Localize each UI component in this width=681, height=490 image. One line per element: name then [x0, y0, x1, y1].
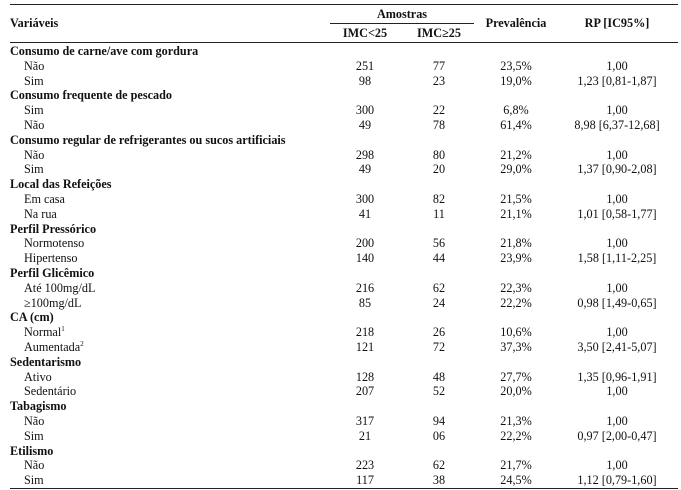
group-title: Sedentarismo	[10, 354, 82, 369]
header-rp: RP [IC95%]	[584, 16, 650, 30]
cell-imc-ge25: 26	[432, 325, 446, 340]
cell-rp: 1,00	[606, 236, 628, 251]
cell-imc-lt25: 317	[355, 414, 375, 428]
row-label-text: Até 100mg/dL	[24, 280, 96, 295]
cell-rp: 1,00	[606, 147, 628, 162]
table-bottom-rule	[10, 488, 678, 489]
cell-prevalencia: 10,6%	[500, 325, 532, 340]
row-label-text: Sim	[24, 162, 44, 177]
row-label	[24, 59, 44, 74]
cell-rp: 1,00	[606, 58, 628, 73]
group-title: CA (cm)	[10, 310, 54, 325]
cell-prevalencia: 23,9%	[500, 251, 532, 266]
row-label	[24, 414, 44, 429]
row-label	[24, 236, 84, 251]
row-label	[24, 370, 52, 385]
cell-prevalencia: 21,8%	[500, 236, 532, 251]
row-label-text: Não	[24, 58, 45, 73]
cell-prevalencia: 29,0%	[500, 162, 532, 177]
cell-imc-lt25: 207	[355, 384, 375, 399]
footnote-marker: 2	[80, 340, 84, 348]
cell-prevalencia: 22,3%	[500, 280, 532, 295]
cell-imc-lt25: 21	[358, 428, 372, 443]
cell-prevalencia: 20,0%	[500, 384, 532, 399]
group-title: Etilismo	[10, 443, 54, 458]
cell-prevalencia: 6,8%	[503, 103, 529, 118]
row-label	[24, 384, 76, 399]
cell-imc-ge25: 20	[432, 162, 446, 177]
row-label	[24, 192, 65, 207]
row-label-text: Normal	[24, 325, 62, 340]
footnote-marker: 1	[61, 325, 65, 334]
cell-prevalencia: 19,0%	[500, 73, 532, 88]
cell-imc-lt25: 41	[358, 206, 372, 221]
cell-imc-ge25: 24	[432, 295, 446, 310]
header-variaveis: Variáveis	[10, 16, 59, 30]
cell-imc-lt25: 121	[355, 340, 375, 354]
cell-rp: 1,00	[606, 384, 628, 399]
cell-imc-lt25: 300	[355, 192, 375, 206]
group-title: Tabagismo	[10, 399, 67, 414]
header-imc-lt25: IMC<25	[342, 26, 388, 40]
cell-imc-ge25: 82	[432, 192, 446, 206]
cell-rp: 1,00	[606, 280, 628, 295]
row-label-text: ≥100mg/dL	[24, 295, 82, 310]
cell-prevalencia: 21,2%	[500, 147, 532, 162]
group-title: Perfil Glicêmico	[10, 266, 95, 280]
cell-rp: 8,98 [6,37-12,68]	[574, 118, 660, 132]
cell-imc-ge25: 44	[432, 251, 446, 266]
row-label	[24, 429, 44, 444]
group-title: Perfil Pressórico	[10, 221, 97, 236]
cell-rp: 1,12 [0,79-1,60]	[577, 473, 657, 488]
cell-rp: 1,00	[606, 325, 628, 340]
cell-imc-ge25: 22	[432, 103, 446, 118]
cell-rp: 1,37 [0,90-2,08]	[577, 162, 657, 177]
cell-prevalencia: 23,5%	[500, 58, 532, 73]
row-label-text: Aumentada	[24, 340, 81, 354]
table-top-rule	[10, 4, 678, 5]
cell-rp: 1,00	[606, 414, 628, 428]
cell-imc-ge25: 06	[432, 428, 446, 443]
cell-rp: 1,00	[606, 192, 628, 206]
cell-imc-ge25: 78	[432, 118, 446, 132]
cell-rp: 1,00	[606, 458, 628, 473]
cell-imc-ge25: 11	[433, 206, 445, 221]
row-label	[24, 473, 44, 488]
row-label-text: Hipertenso	[24, 251, 78, 266]
cell-rp: 1,00	[606, 103, 628, 118]
cell-imc-lt25: 251	[355, 58, 375, 73]
row-label-text: Não	[24, 118, 45, 132]
cell-imc-ge25: 48	[432, 369, 446, 384]
cell-prevalencia: 27,7%	[500, 369, 532, 384]
cell-imc-ge25: 62	[432, 280, 446, 295]
row-label	[24, 251, 77, 266]
cell-rp: 1,35 [0,96-1,91]	[577, 369, 657, 384]
row-label-text: Sim	[24, 473, 44, 488]
row-label-text: Em casa	[24, 192, 65, 206]
cell-rp: 0,97 [2,00-0,47]	[577, 428, 657, 443]
row-label	[24, 74, 44, 89]
cell-prevalencia: 22,2%	[500, 428, 532, 443]
cell-rp: 1,58 [1,11-2,25]	[577, 251, 657, 266]
row-label-text: Ativo	[24, 369, 52, 384]
cell-imc-lt25: 200	[355, 236, 375, 251]
cell-prevalencia: 21,1%	[500, 206, 532, 221]
cell-imc-lt25: 218	[355, 325, 375, 340]
cell-imc-lt25: 298	[355, 147, 375, 162]
cell-imc-ge25: 56	[432, 236, 446, 251]
row-label	[24, 118, 44, 133]
group-title: Consumo regular de refrigerantes ou sucos artificiais	[10, 132, 286, 147]
header-imc-ge25: IMC≥25	[417, 26, 461, 40]
amostras-rule	[330, 23, 474, 24]
cell-prevalencia: 22,2%	[500, 295, 532, 310]
cell-rp: 0,98 [1,49-0,65]	[577, 295, 657, 310]
row-label	[24, 103, 44, 118]
row-label	[24, 207, 57, 222]
cell-rp: 1,23 [0,81-1,87]	[577, 73, 657, 88]
cell-imc-ge25: 23	[432, 73, 446, 88]
cell-imc-ge25: 94	[432, 414, 446, 428]
cell-imc-lt25: 140	[355, 251, 375, 266]
header-bottom-rule	[10, 42, 678, 43]
row-label	[24, 325, 65, 340]
row-label-text: Sim	[24, 103, 44, 118]
cell-imc-ge25: 62	[432, 458, 446, 473]
cell-prevalencia: 21,5%	[500, 192, 532, 206]
row-label-text: Não	[24, 458, 45, 473]
row-label	[24, 281, 95, 296]
group-title: Consumo de carne/ave com gordura	[10, 44, 199, 58]
cell-rp: 1,01 [0,58-1,77]	[577, 206, 657, 221]
cell-imc-lt25: 49	[358, 162, 372, 177]
cell-imc-lt25: 85	[358, 295, 372, 310]
row-label-text: Normotenso	[24, 236, 85, 251]
row-label	[24, 148, 44, 163]
row-label-text: Sim	[24, 73, 44, 88]
header-prevalencia: Prevalência	[485, 16, 547, 30]
cell-imc-lt25: 300	[355, 103, 375, 118]
cell-imc-ge25: 77	[432, 58, 446, 73]
cell-imc-lt25: 49	[358, 118, 372, 132]
cell-imc-lt25: 223	[355, 458, 375, 473]
cell-imc-ge25: 52	[432, 384, 446, 399]
row-label	[24, 340, 84, 355]
cell-imc-ge25: 72	[432, 340, 446, 354]
row-label	[24, 162, 44, 177]
cell-prevalencia: 37,3%	[500, 340, 532, 354]
row-label	[24, 296, 81, 311]
cell-imc-ge25: 80	[432, 147, 446, 162]
cell-rp: 3,50 [2,41-5,07]	[577, 340, 657, 354]
group-title: Consumo frequente de pescado	[10, 88, 172, 103]
row-label-text: Não	[24, 147, 45, 162]
group-title: Local das Refeições	[10, 177, 112, 192]
row-label	[24, 458, 44, 473]
cell-imc-lt25: 117	[356, 473, 374, 488]
cell-prevalencia: 21,3%	[500, 414, 532, 428]
header-amostras: Amostras	[376, 7, 428, 21]
row-label-text: Não	[24, 414, 45, 428]
cell-imc-lt25: 98	[358, 73, 372, 88]
row-label-text: Na rua	[24, 206, 57, 221]
row-label-text: Sedentário	[24, 384, 77, 399]
cell-imc-lt25: 216	[355, 280, 375, 295]
cell-prevalencia: 24,5%	[500, 473, 532, 488]
cell-imc-lt25: 128	[355, 369, 375, 384]
cell-prevalencia: 21,7%	[500, 458, 532, 473]
row-label-text: Sim	[24, 428, 44, 443]
cell-prevalencia: 61,4%	[500, 118, 532, 132]
cell-imc-ge25: 38	[432, 473, 446, 488]
